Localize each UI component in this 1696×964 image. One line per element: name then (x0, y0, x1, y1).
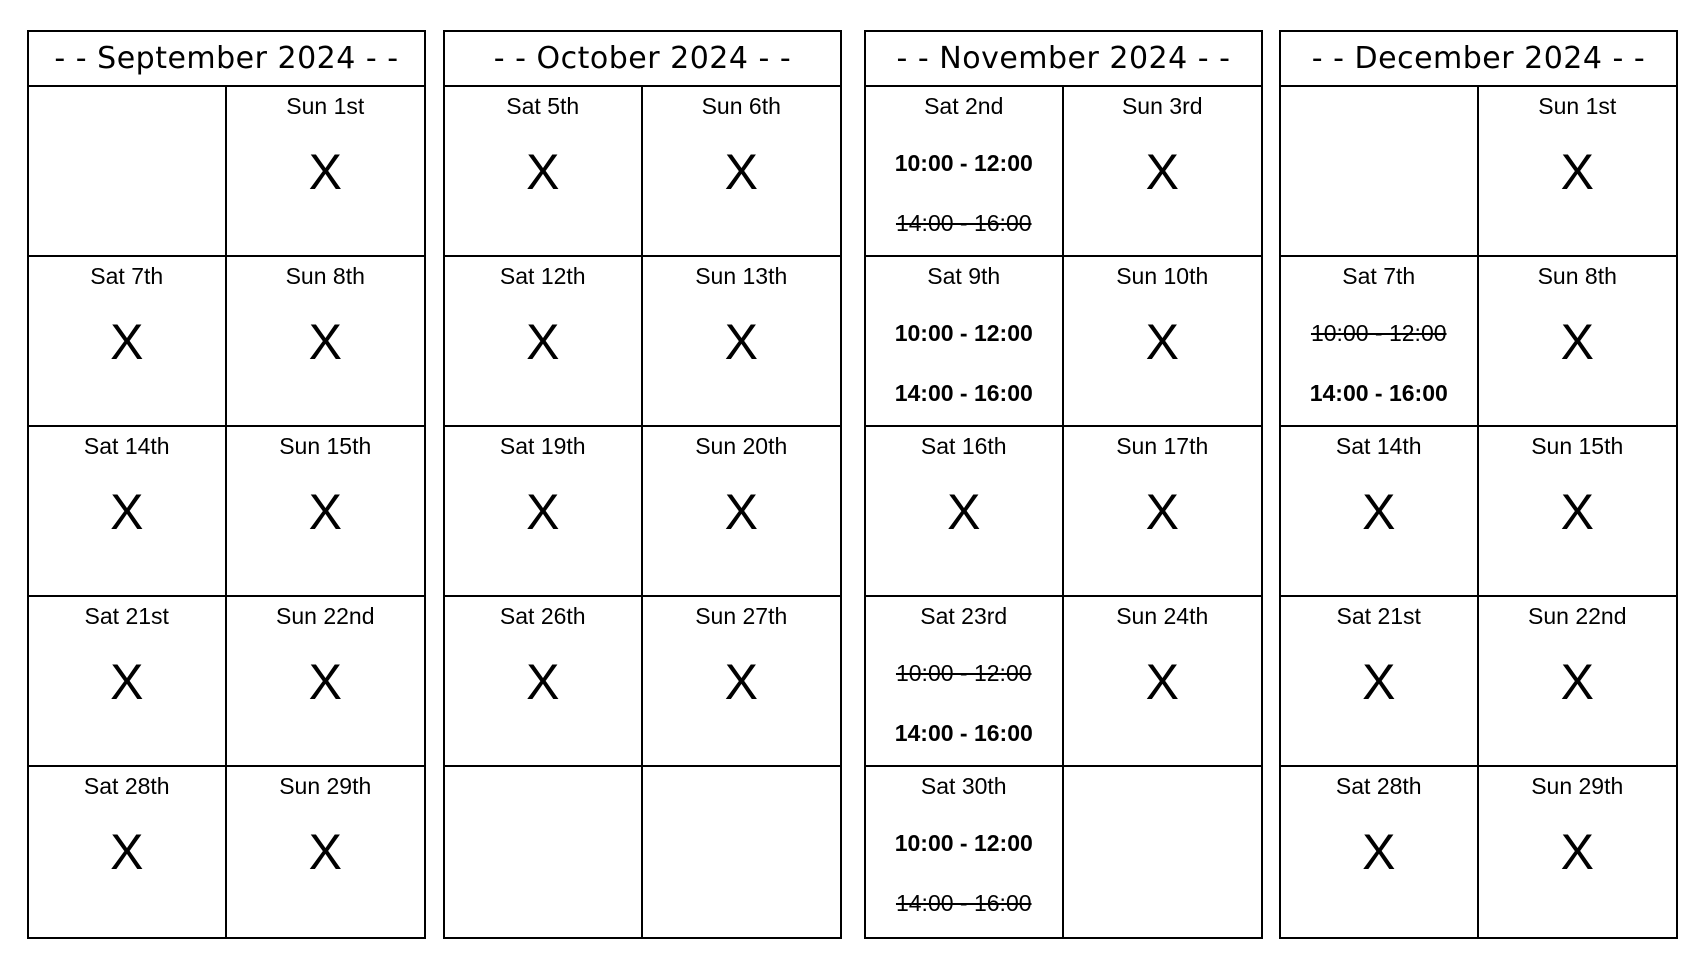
month-grid (445, 87, 840, 937)
day-cell (866, 597, 1064, 767)
unavailable-mark: X (308, 824, 342, 880)
day-label: Sat 7th (1342, 263, 1416, 289)
empty-day-cell (1064, 767, 1262, 937)
unavailable-mark: X (110, 484, 144, 540)
day-label: Sat 2nd (924, 93, 1004, 119)
month-title: - - September 2024 - - (29, 32, 424, 87)
time-slot: 14:00 - 16:00 (1309, 380, 1448, 406)
unavailable-mark: X (526, 484, 560, 540)
cancelled-time-slot: 14:00 - 16:00 (895, 890, 1032, 916)
unavailable-mark: X (1560, 144, 1594, 200)
empty-day-cell (643, 767, 841, 937)
day-label: Sat 12th (499, 263, 586, 289)
unavailable-mark: X (724, 314, 758, 370)
cancelled-time-slot: 10:00 - 12:00 (1310, 320, 1447, 346)
unavailable-mark: X (1560, 484, 1594, 540)
empty-day-cell (29, 87, 227, 257)
month-title: - - October 2024 - - (445, 32, 840, 87)
unavailable-mark: X (1362, 654, 1396, 710)
day-label: Sat 26th (499, 603, 586, 629)
day-cell (866, 427, 1064, 597)
day-cell (227, 597, 425, 767)
day-label: Sun 24th (1116, 603, 1209, 629)
day-label: Sun 1st (286, 93, 365, 119)
day-cell (227, 767, 425, 937)
day-cell (1281, 427, 1479, 597)
unavailable-mark: X (1560, 824, 1594, 880)
day-label: Sun 10th (1116, 263, 1209, 289)
day-cell (866, 767, 1064, 937)
day-cell (643, 427, 841, 597)
empty-day-cell (445, 767, 643, 937)
unavailable-mark: X (110, 314, 144, 370)
unavailable-mark: X (1145, 144, 1179, 200)
day-label: Sun 29th (279, 773, 372, 799)
unavailable-mark: X (1145, 314, 1179, 370)
unavailable-mark: X (526, 144, 560, 200)
unavailable-mark: X (1145, 484, 1179, 540)
day-cell (227, 427, 425, 597)
day-label: Sat 28th (1335, 773, 1422, 799)
unavailable-mark: X (110, 654, 144, 710)
day-cell (227, 257, 425, 427)
day-cell (1479, 87, 1677, 257)
month-panel (864, 30, 1263, 939)
day-cell (1281, 597, 1479, 767)
unavailable-mark: X (1560, 314, 1594, 370)
unavailable-mark: X (1560, 654, 1594, 710)
day-label: Sat 21st (84, 603, 169, 629)
unavailable-mark: X (308, 484, 342, 540)
day-label: Sat 9th (927, 263, 1001, 289)
day-label: Sat 21st (1336, 603, 1421, 629)
day-label: Sun 20th (695, 433, 788, 459)
day-label: Sat 7th (90, 263, 164, 289)
day-label: Sun 6th (701, 93, 781, 119)
day-cell (445, 87, 643, 257)
day-cell (227, 87, 425, 257)
day-cell (29, 257, 227, 427)
empty-day-cell (1281, 87, 1479, 257)
time-slot: 14:00 - 16:00 (894, 720, 1033, 746)
cancelled-time-slot: 10:00 - 12:00 (895, 660, 1032, 686)
unavailable-mark: X (947, 484, 981, 540)
day-cell (445, 257, 643, 427)
day-cell (1064, 257, 1262, 427)
day-cell (1064, 597, 1262, 767)
day-label: Sun 8th (1537, 263, 1617, 289)
day-cell (866, 257, 1064, 427)
day-label: Sat 23rd (920, 603, 1008, 629)
day-label: Sun 15th (279, 433, 372, 459)
unavailable-mark: X (308, 314, 342, 370)
day-label: Sun 22nd (1528, 603, 1627, 629)
day-cell (1281, 257, 1479, 427)
month-grid (29, 87, 424, 937)
day-cell (643, 87, 841, 257)
day-label: Sun 8th (285, 263, 365, 289)
day-label: Sat 14th (83, 433, 170, 459)
cancelled-time-slot: 14:00 - 16:00 (895, 210, 1032, 236)
day-cell (1281, 767, 1479, 937)
time-slot: 14:00 - 16:00 (894, 380, 1033, 406)
day-cell (1479, 767, 1677, 937)
day-cell (643, 597, 841, 767)
day-label: Sun 22nd (276, 603, 375, 629)
month-panel (443, 30, 842, 939)
day-cell (1064, 87, 1262, 257)
day-cell (1479, 257, 1677, 427)
month-title: - - November 2024 - - (866, 32, 1261, 87)
day-label: Sun 29th (1531, 773, 1624, 799)
day-cell (29, 597, 227, 767)
day-cell (1479, 597, 1677, 767)
month-grid (866, 87, 1261, 937)
day-label: Sun 13th (695, 263, 788, 289)
day-label: Sun 27th (695, 603, 788, 629)
time-slot: 10:00 - 12:00 (894, 320, 1033, 346)
unavailable-mark: X (110, 824, 144, 880)
day-cell (445, 427, 643, 597)
day-cell (1064, 427, 1262, 597)
day-cell (445, 597, 643, 767)
day-label: Sat 19th (499, 433, 586, 459)
time-slot: 10:00 - 12:00 (894, 830, 1033, 856)
day-cell (29, 427, 227, 597)
day-label: Sun 17th (1116, 433, 1209, 459)
time-slot: 10:00 - 12:00 (894, 150, 1033, 176)
unavailable-mark: X (1362, 824, 1396, 880)
day-label: Sat 14th (1335, 433, 1422, 459)
month-panel (1279, 30, 1678, 939)
day-label: Sat 5th (506, 93, 580, 119)
day-cell (643, 257, 841, 427)
unavailable-mark: X (724, 654, 758, 710)
day-label: Sat 30th (920, 773, 1007, 799)
month-panel (27, 30, 426, 939)
unavailable-mark: X (1362, 484, 1396, 540)
day-label: Sun 15th (1531, 433, 1624, 459)
day-cell (866, 87, 1064, 257)
day-cell (29, 767, 227, 937)
unavailable-mark: X (526, 654, 560, 710)
unavailable-mark: X (724, 484, 758, 540)
unavailable-mark: X (1145, 654, 1179, 710)
day-label: Sat 28th (83, 773, 170, 799)
day-label: Sun 1st (1538, 93, 1617, 119)
unavailable-mark: X (724, 144, 758, 200)
day-label: Sat 16th (920, 433, 1007, 459)
unavailable-mark: X (308, 654, 342, 710)
unavailable-mark: X (308, 144, 342, 200)
day-label: Sun 3rd (1121, 93, 1203, 119)
month-title: - - December 2024 - - (1281, 32, 1676, 87)
day-cell (1479, 427, 1677, 597)
unavailable-mark: X (526, 314, 560, 370)
month-grid (1281, 87, 1676, 937)
